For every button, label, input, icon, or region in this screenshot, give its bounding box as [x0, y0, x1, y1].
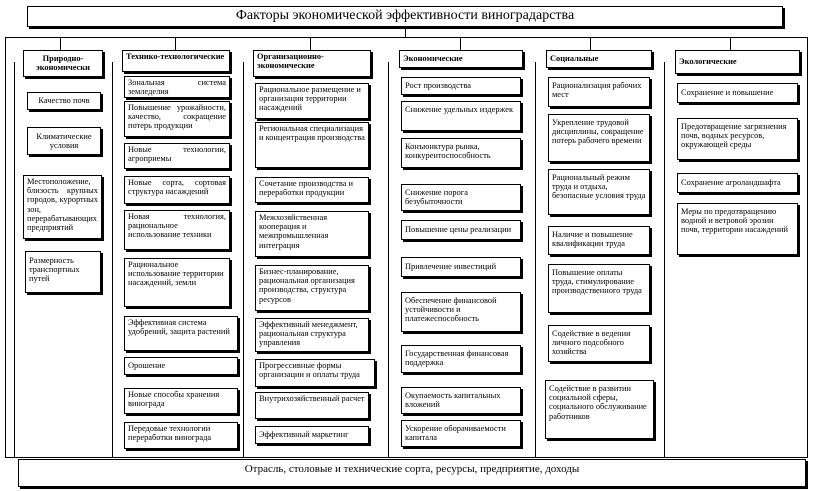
header-economic: Экономические [399, 50, 523, 68]
factor-eco-3: Сохранение агроландшафта [677, 173, 798, 193]
header-ecological: Экологические [675, 50, 800, 74]
header-organizational: Организационно-экономические [253, 50, 371, 77]
factor-tech-5: Новая технология, рациональное использование техники [124, 210, 230, 250]
col3-spine [243, 62, 244, 458]
factor-social-2: Укрепление трудовой дисциплины, сокращение потерь рабочего времени [548, 114, 650, 162]
header-tech: Технико-технологические [122, 50, 230, 72]
factor-econ-9: Окупаемость капитальных вложений [401, 387, 521, 414]
col4-drop [460, 37, 461, 50]
factor-tech-3: Новые технологии, агроприемы [124, 143, 230, 169]
bottom-bus [5, 457, 808, 458]
factor-tech-8: Орошение [124, 357, 238, 375]
factor-org-7: Прогрессивные формы организации и оплаты труда [255, 359, 375, 387]
col4-spine [388, 62, 389, 458]
factor-natural-4: Размерность транспортных путей [25, 251, 101, 293]
factor-econ-6: Привлечение инвестиций [401, 257, 521, 277]
factor-econ-8: Государственная финансовая поддержка [401, 345, 521, 373]
factor-natural-3: Местоположение, близость крупных городов, курортных зон, перерабатывающих предприятий [23, 175, 102, 239]
factor-org-3: Сочетание производства и переработки продукции [255, 177, 369, 203]
factor-social-4: Наличие и повышение квалификации труда [548, 226, 650, 255]
title-stem [405, 28, 406, 37]
factor-tech-10: Передовые технологии переработки винограда [124, 422, 238, 449]
col2-spine [112, 62, 113, 458]
left-rail [5, 37, 6, 458]
factor-econ-4: Снижение порога безубыточности [401, 184, 521, 211]
factor-org-9: Эффективный маркетинг [255, 426, 369, 444]
factor-econ-2: Снижение удельных издержек [401, 101, 521, 131]
factor-eco-4: Меры по предотвращению водной и ветровой эрозии почв, территории насаждений [677, 203, 798, 255]
factor-org-5: Бизнес-планирование, рациональная организация производства, структура ресурсов [255, 265, 369, 311]
factor-social-7: Содействие в развитии социальной сферы, социального обслуживание работников [545, 380, 654, 439]
factor-econ-1: Рост производства [401, 77, 521, 95]
header-social: Социальные [546, 50, 652, 68]
factor-econ-5: Повышение цены реализации [401, 220, 521, 240]
diagram-title: Факторы экономической эффективности виноградарства [27, 6, 783, 27]
factor-eco-1: Сохранение и повышение [677, 83, 798, 103]
diagram-footer: Отрасль, столовые и технические сорта, ресурсы, предприятие, доходы [18, 459, 806, 487]
factor-org-2: Региональная специализация и концентрация производства [255, 122, 369, 168]
col5-drop [590, 37, 591, 50]
factor-tech-7: Эффективная система удобрений, защита растений [124, 316, 238, 351]
factor-econ-10: Ускорение оборачиваемости капитала [401, 420, 521, 447]
factor-tech-2: Повышение урожайности, качество, сокращение потерь продукции [124, 101, 230, 137]
factor-social-5: Повышение оплаты труда, стимулирование производственного труда [548, 264, 650, 313]
factor-tech-6: Рациональное использование территории насаждений, земли [124, 258, 230, 307]
col1-drop [60, 37, 61, 50]
col1-spine [14, 62, 15, 458]
col6-drop [730, 37, 731, 50]
factor-econ-3: Конъюнктура рынка, конкурентоспособность [401, 138, 521, 168]
top-bus [5, 37, 808, 38]
factor-tech-4: Новые сорта, сортовая структура насаждений [124, 176, 230, 204]
col2-drop [175, 37, 176, 50]
factor-social-6: Содействие в ведении личного подсобного хозяйства [548, 325, 650, 362]
col6-spine [664, 62, 665, 458]
col3-drop [310, 37, 311, 50]
factor-org-4: Межхозяйственная кооперация и межпромышленная интеграция [255, 211, 369, 257]
factor-econ-7: Обеспечение финансовой устойчивости и платежеспособность [401, 292, 521, 332]
factor-social-3: Рациональный режим труда и отдыха, безопасные условия труда [548, 169, 650, 215]
factor-natural-1: Качество почв [27, 92, 101, 110]
factor-org-6: Эффективный менеджмент, рациональная структура управления [255, 318, 369, 352]
right-rail [807, 37, 808, 458]
factor-natural-2: Климатические условия [27, 127, 101, 155]
col5-spine [535, 62, 536, 458]
header-natural-economic: Природно-экономически [23, 50, 103, 77]
factor-social-1: Рационализация рабочих мест [548, 77, 650, 107]
factor-tech-1: Зональная система земледелия [124, 76, 230, 98]
factor-org-8: Внутрихозяйственный расчет [255, 392, 369, 419]
factor-eco-2: Предотвращение загрязнения почв, водных ресурсов, окружающей среды [677, 118, 798, 160]
factor-org-1: Рациональное размещение и организация территории насаждений [255, 83, 369, 119]
factor-tech-9: Новые способы хранения винограда [124, 388, 238, 414]
